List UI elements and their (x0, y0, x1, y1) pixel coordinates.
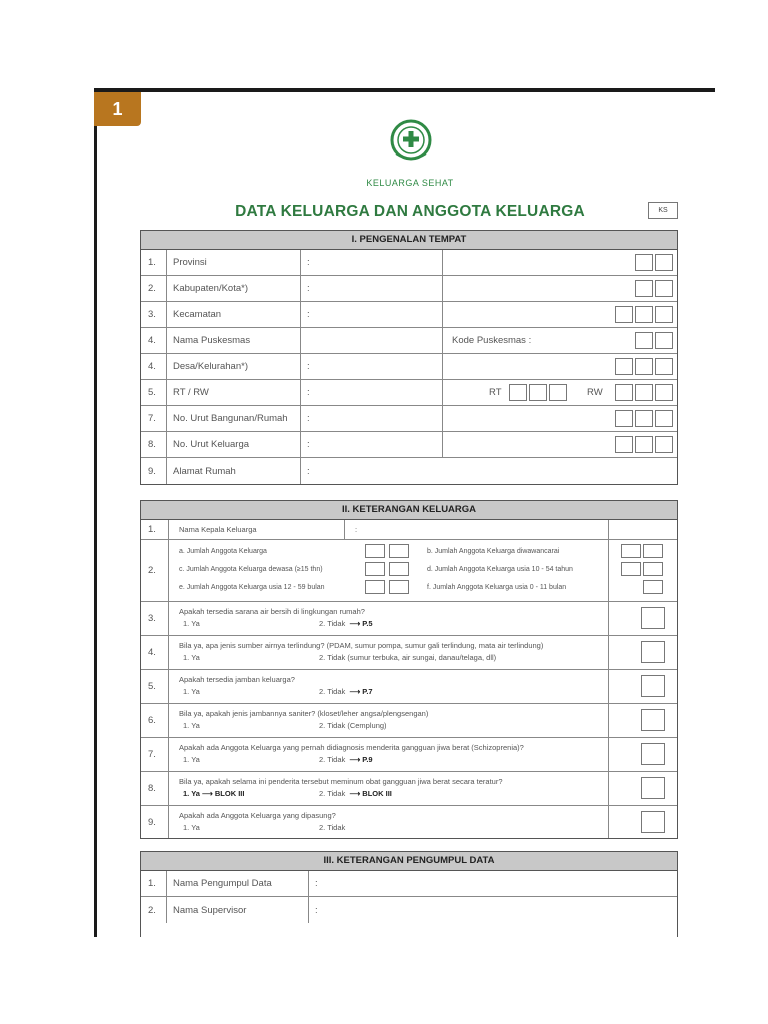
row-label: Kecamatan (167, 302, 301, 327)
question-row (141, 704, 677, 738)
frame-left-border (94, 88, 97, 938)
row-number: 2. (141, 276, 167, 301)
skip-arrow-icon: ⟶ (349, 755, 361, 764)
table-row (141, 380, 677, 406)
table-row (141, 250, 677, 276)
question-text: Bila ya, apa jenis sumber airnya terlindung? (PDAM, sumur pompa, sumur gali terlindung, mata air terlindung) (179, 641, 544, 650)
option-no[interactable]: 2. Tidak (sumur terbuka, air sungai, danau/telaga, dll) (319, 653, 497, 662)
row-number: 9. (141, 458, 167, 484)
alamat-rumah-input[interactable]: : (307, 465, 310, 477)
member-count-e-label: e. Jumlah Anggota Keluarga usia 12 - 59 bulan (179, 584, 325, 591)
count-box[interactable] (643, 562, 663, 576)
section-header: III. KETERANGAN PENGUMPUL DATA (141, 852, 677, 871)
skip-target: P.7 (362, 687, 373, 696)
option-no[interactable]: 2. Tidak (319, 755, 346, 764)
rt-label: RT (489, 387, 502, 398)
row-number: 1. (141, 250, 167, 275)
row-label: Nama Puskesmas (167, 328, 301, 353)
member-count-f-label: f. Jumlah Anggota Keluarga usia 0 - 11 bulan (427, 584, 567, 591)
row-label: No. Urut Keluarga (167, 432, 301, 457)
row-label: Alamat Rumah (167, 458, 301, 484)
page-title: DATA KELUARGA DAN ANGGOTA KELUARGA (235, 203, 585, 220)
answer-box[interactable] (641, 709, 665, 731)
answer-box[interactable] (641, 743, 665, 765)
section-keterangan-keluarga (140, 500, 678, 839)
row-number: 8. (141, 772, 169, 805)
table-row (141, 871, 677, 897)
question-text: Bila ya, apakah jenis jambannya saniter? (kloset/leher angsa/plengsengan) (179, 709, 429, 718)
kecamatan-input[interactable]: : (301, 302, 443, 327)
count-box[interactable] (621, 544, 641, 558)
option-yes[interactable]: 1. Ya (183, 721, 200, 730)
count-box[interactable] (621, 562, 641, 576)
pengumpul-data-input[interactable]: : (315, 878, 318, 889)
answer-box[interactable] (641, 675, 665, 697)
page-number-tab: 1 (94, 92, 141, 126)
row-number: 3. (141, 602, 169, 635)
row-label: Nama Kepala Keluarga (169, 520, 345, 539)
skip-target: P.9 (362, 755, 373, 764)
row-number: 1. (141, 871, 167, 896)
answer-box[interactable] (641, 607, 665, 629)
count-box[interactable] (389, 580, 409, 594)
count-box[interactable] (365, 562, 385, 576)
count-box[interactable] (389, 544, 409, 558)
supervisor-input[interactable]: : (315, 904, 318, 916)
count-box[interactable] (643, 544, 663, 558)
table-row (141, 897, 677, 923)
count-box[interactable] (365, 580, 385, 594)
count-box[interactable] (389, 562, 409, 576)
row-number: 4. (141, 636, 169, 669)
answer-box[interactable] (641, 641, 665, 663)
question-text: Apakah tersedia sarana air bersih di lingkungan rumah? (179, 607, 365, 616)
kabupaten-input[interactable]: : (301, 276, 443, 301)
row-number: 7. (141, 406, 167, 431)
code-boxes[interactable] (613, 436, 673, 453)
code-boxes[interactable] (613, 358, 673, 375)
row-label: Desa/Kelurahan*) (167, 354, 301, 379)
row-number: 5. (141, 670, 169, 703)
table-row (141, 432, 677, 458)
nama-puskesmas-input[interactable] (301, 328, 443, 353)
code-boxes[interactable] (633, 254, 673, 271)
row-label: Nama Supervisor (167, 897, 309, 923)
question-row (141, 738, 677, 772)
section-header: I. PENGENALAN TEMPAT (141, 231, 677, 250)
row-label: Kabupaten/Kota*) (167, 276, 301, 301)
code-boxes[interactable] (633, 332, 673, 349)
table-row (141, 540, 677, 602)
question-row (141, 670, 677, 704)
no-urut-keluarga-input[interactable]: : (301, 432, 443, 457)
option-yes[interactable]: 1. Ya (183, 687, 200, 696)
row-number: 3. (141, 302, 167, 327)
answer-box[interactable] (641, 811, 665, 833)
option-yes[interactable]: 1. Ya (183, 619, 200, 628)
page-crop-mask (0, 937, 768, 1024)
count-box[interactable] (643, 580, 663, 594)
row-number: 6. (141, 704, 169, 737)
rt-rw-input[interactable]: : (301, 380, 443, 405)
kepala-keluarga-input[interactable]: : (345, 520, 609, 539)
question-text: Apakah ada Anggota Keluarga yang pernah didiagnosis menderita gangguan jiwa berat (Schizoprenia)? (179, 743, 524, 752)
option-no[interactable]: 2. Tidak (319, 687, 346, 696)
question-row (141, 636, 677, 670)
option-yes[interactable]: 1. Ya (183, 823, 200, 832)
option-no[interactable]: 2. Tidak (319, 789, 346, 798)
option-no[interactable]: 2. Tidak (319, 823, 346, 832)
provinsi-input[interactable]: : (301, 250, 443, 275)
row-label: Provinsi (167, 250, 301, 275)
row-number: 8. (141, 432, 167, 457)
skip-arrow-icon: ⟶ (349, 789, 361, 798)
rw-boxes[interactable] (613, 384, 673, 401)
row-number: 1. (141, 520, 169, 539)
row-number: 2. (141, 897, 167, 923)
member-count-b-label: b. Jumlah Anggota Keluarga diwawancarai (427, 548, 560, 555)
option-no[interactable]: 2. Tidak (319, 619, 346, 628)
option-yes[interactable]: 1. Ya ⟶ BLOK III (183, 789, 245, 798)
rw-label: RW (587, 387, 603, 398)
brand-label: KELUARGA SEHAT (366, 178, 454, 188)
question-text: Bila ya, apakah selama ini penderita tersebut meminum obat gangguan jiwa berat secara teratur? (179, 777, 503, 786)
question-row (141, 602, 677, 636)
skip-arrow-icon: ⟶ (349, 619, 361, 628)
keluarga-sehat-logo-icon (388, 118, 434, 166)
question-text: Apakah tersedia jamban keluarga? (179, 675, 295, 684)
rt-boxes[interactable] (507, 384, 567, 401)
row-number: 4. (141, 328, 167, 353)
option-yes[interactable]: 1. Ya (183, 755, 200, 764)
table-row (141, 354, 677, 380)
row-label: No. Urut Bangunan/Rumah (167, 406, 301, 431)
skip-target: BLOK III (362, 789, 392, 798)
count-box[interactable] (365, 544, 385, 558)
row-number: 5. (141, 380, 167, 405)
row-label: RT / RW (167, 380, 301, 405)
form-code-box: KS (648, 202, 678, 219)
question-row (141, 772, 677, 806)
section-pengenalan-tempat (140, 230, 678, 485)
no-urut-bangunan-input[interactable]: : (301, 406, 443, 431)
answer-box[interactable] (641, 777, 665, 799)
member-count-a-label: a. Jumlah Anggota Keluarga (179, 548, 267, 555)
option-yes[interactable]: 1. Ya (183, 653, 200, 662)
skip-arrow-icon: ⟶ (349, 687, 361, 696)
section-header: II. KETERANGAN KELUARGA (141, 501, 677, 520)
table-row (141, 520, 677, 540)
question-row (141, 806, 677, 838)
skip-target: P.5 (362, 619, 373, 628)
member-count-c-label: c. Jumlah Anggota Keluarga dewasa (≥15 thn) (179, 566, 323, 573)
member-count-d-label: d. Jumlah Anggota Keluarga usia 10 - 54 tahun (427, 566, 573, 573)
section-keterangan-pengumpul-data (140, 851, 678, 941)
frame-top-border (94, 88, 715, 92)
code-boxes[interactable] (613, 410, 673, 427)
table-row (141, 328, 677, 354)
table-row (141, 276, 677, 302)
row-label: Nama Pengumpul Data (167, 871, 309, 896)
row-number: 2. (141, 540, 169, 601)
row-number: 4. (141, 354, 167, 379)
row-number: 9. (141, 806, 169, 838)
option-no[interactable]: 2. Tidak (Cemplung) (319, 721, 387, 730)
table-row (141, 302, 677, 328)
question-text: Apakah ada Anggota Keluarga yang dipasung? (179, 811, 336, 820)
desa-input[interactable]: : (301, 354, 443, 379)
table-row (141, 406, 677, 432)
row-number: 7. (141, 738, 169, 771)
code-boxes[interactable] (633, 280, 673, 297)
code-boxes[interactable] (613, 306, 673, 323)
table-row (141, 458, 677, 484)
kode-puskesmas-label: Kode Puskesmas : (452, 335, 532, 346)
